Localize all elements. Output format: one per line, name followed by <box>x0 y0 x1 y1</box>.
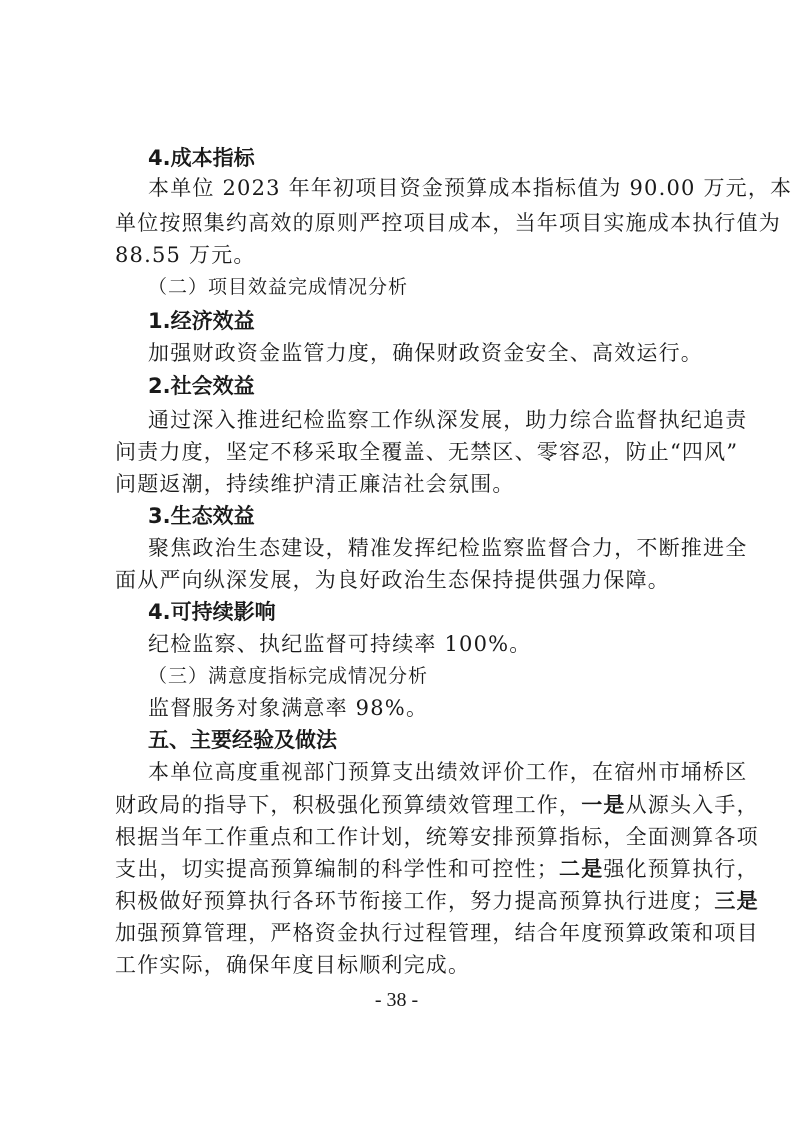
social-para-line-3: 问题返潮，持续维护清正廉洁社会氛围。 <box>115 472 515 496</box>
page-number: - 38 - <box>374 989 419 1011</box>
first-point-marker: 一是 <box>581 793 626 817</box>
social-para-line-2: 问责力度，坚定不移采取全覆盖、无禁区、零容忍，防止“四风” <box>115 440 739 464</box>
experience-para-line-4 <box>115 854 759 884</box>
experience-heading: 五、主要经验及做法 <box>148 728 337 752</box>
sustain-heading: 4.可持续影响 <box>148 600 276 624</box>
experience-para-line-2 <box>115 790 759 820</box>
second-point-marker: 二是 <box>559 857 604 881</box>
sustain-para-line-1: 纪检监察、执纪监督可持续率 100%。 <box>148 632 532 656</box>
cost-para-line-3: 88.55 万元。 <box>115 243 256 267</box>
economic-para-line-1: 加强财政资金监管力度，确保财政资金安全、高效运行。 <box>148 341 703 365</box>
experience-line-4-text: 支出，切实提高预算编制的科学性和可控性； <box>115 857 559 881</box>
ecology-heading: 3.生态效益 <box>148 504 255 528</box>
benefit-section-heading: （二）项目效益完成情况分析 <box>148 276 409 298</box>
experience-para-line-1: 本单位高度重视部门预算支出绩效评价工作，在宿州市埇桥区 <box>148 760 748 784</box>
satisfaction-section-heading: （三）满意度指标完成情况分析 <box>148 665 429 687</box>
cost-para-line-2: 单位按照集约高效的原则严控项目成本，当年项目实施成本执行值为 <box>115 211 781 235</box>
social-heading: 2.社会效益 <box>148 374 255 398</box>
third-point-marker: 三是 <box>714 889 759 913</box>
experience-line-5-text: 积极做好预算执行各环节衔接工作，努力提高预算执行进度； <box>115 889 715 913</box>
satisfaction-para-line-1: 监督服务对象满意率 98%。 <box>148 696 429 720</box>
social-para-line-1: 通过深入推进纪检监察工作纵深发展，助力综合监督执纪追责 <box>148 408 748 432</box>
experience-line-2-tail: 从源头入手， <box>625 793 759 817</box>
economic-heading: 1.经济效益 <box>148 309 255 333</box>
ecology-para-line-2: 面从严向纵深发展，为良好政治生态保持提供强力保障。 <box>115 568 670 592</box>
experience-para-line-5 <box>115 886 759 916</box>
experience-para-line-7: 工作实际，确保年度目标顺利完成。 <box>115 953 471 977</box>
experience-line-4-tail: 强化预算执行， <box>603 857 759 881</box>
experience-line-2-text: 财政局的指导下，积极强化预算绩效管理工作， <box>115 793 582 817</box>
cost-para-line-1: 本单位 2023 年年初项目资金预算成本指标值为 90.00 万元，本 <box>148 176 793 200</box>
experience-para-line-6: 加强预算管理，严格资金执行过程管理，结合年度预算政策和项目 <box>115 921 759 945</box>
cost-heading: 4.成本指标 <box>148 146 255 170</box>
experience-para-line-3: 根据当年工作重点和工作计划，统筹安排预算指标，全面测算各项 <box>115 825 759 849</box>
ecology-para-line-1: 聚焦政治生态建设，精准发挥纪检监察监督合力，不断推进全 <box>148 536 748 560</box>
